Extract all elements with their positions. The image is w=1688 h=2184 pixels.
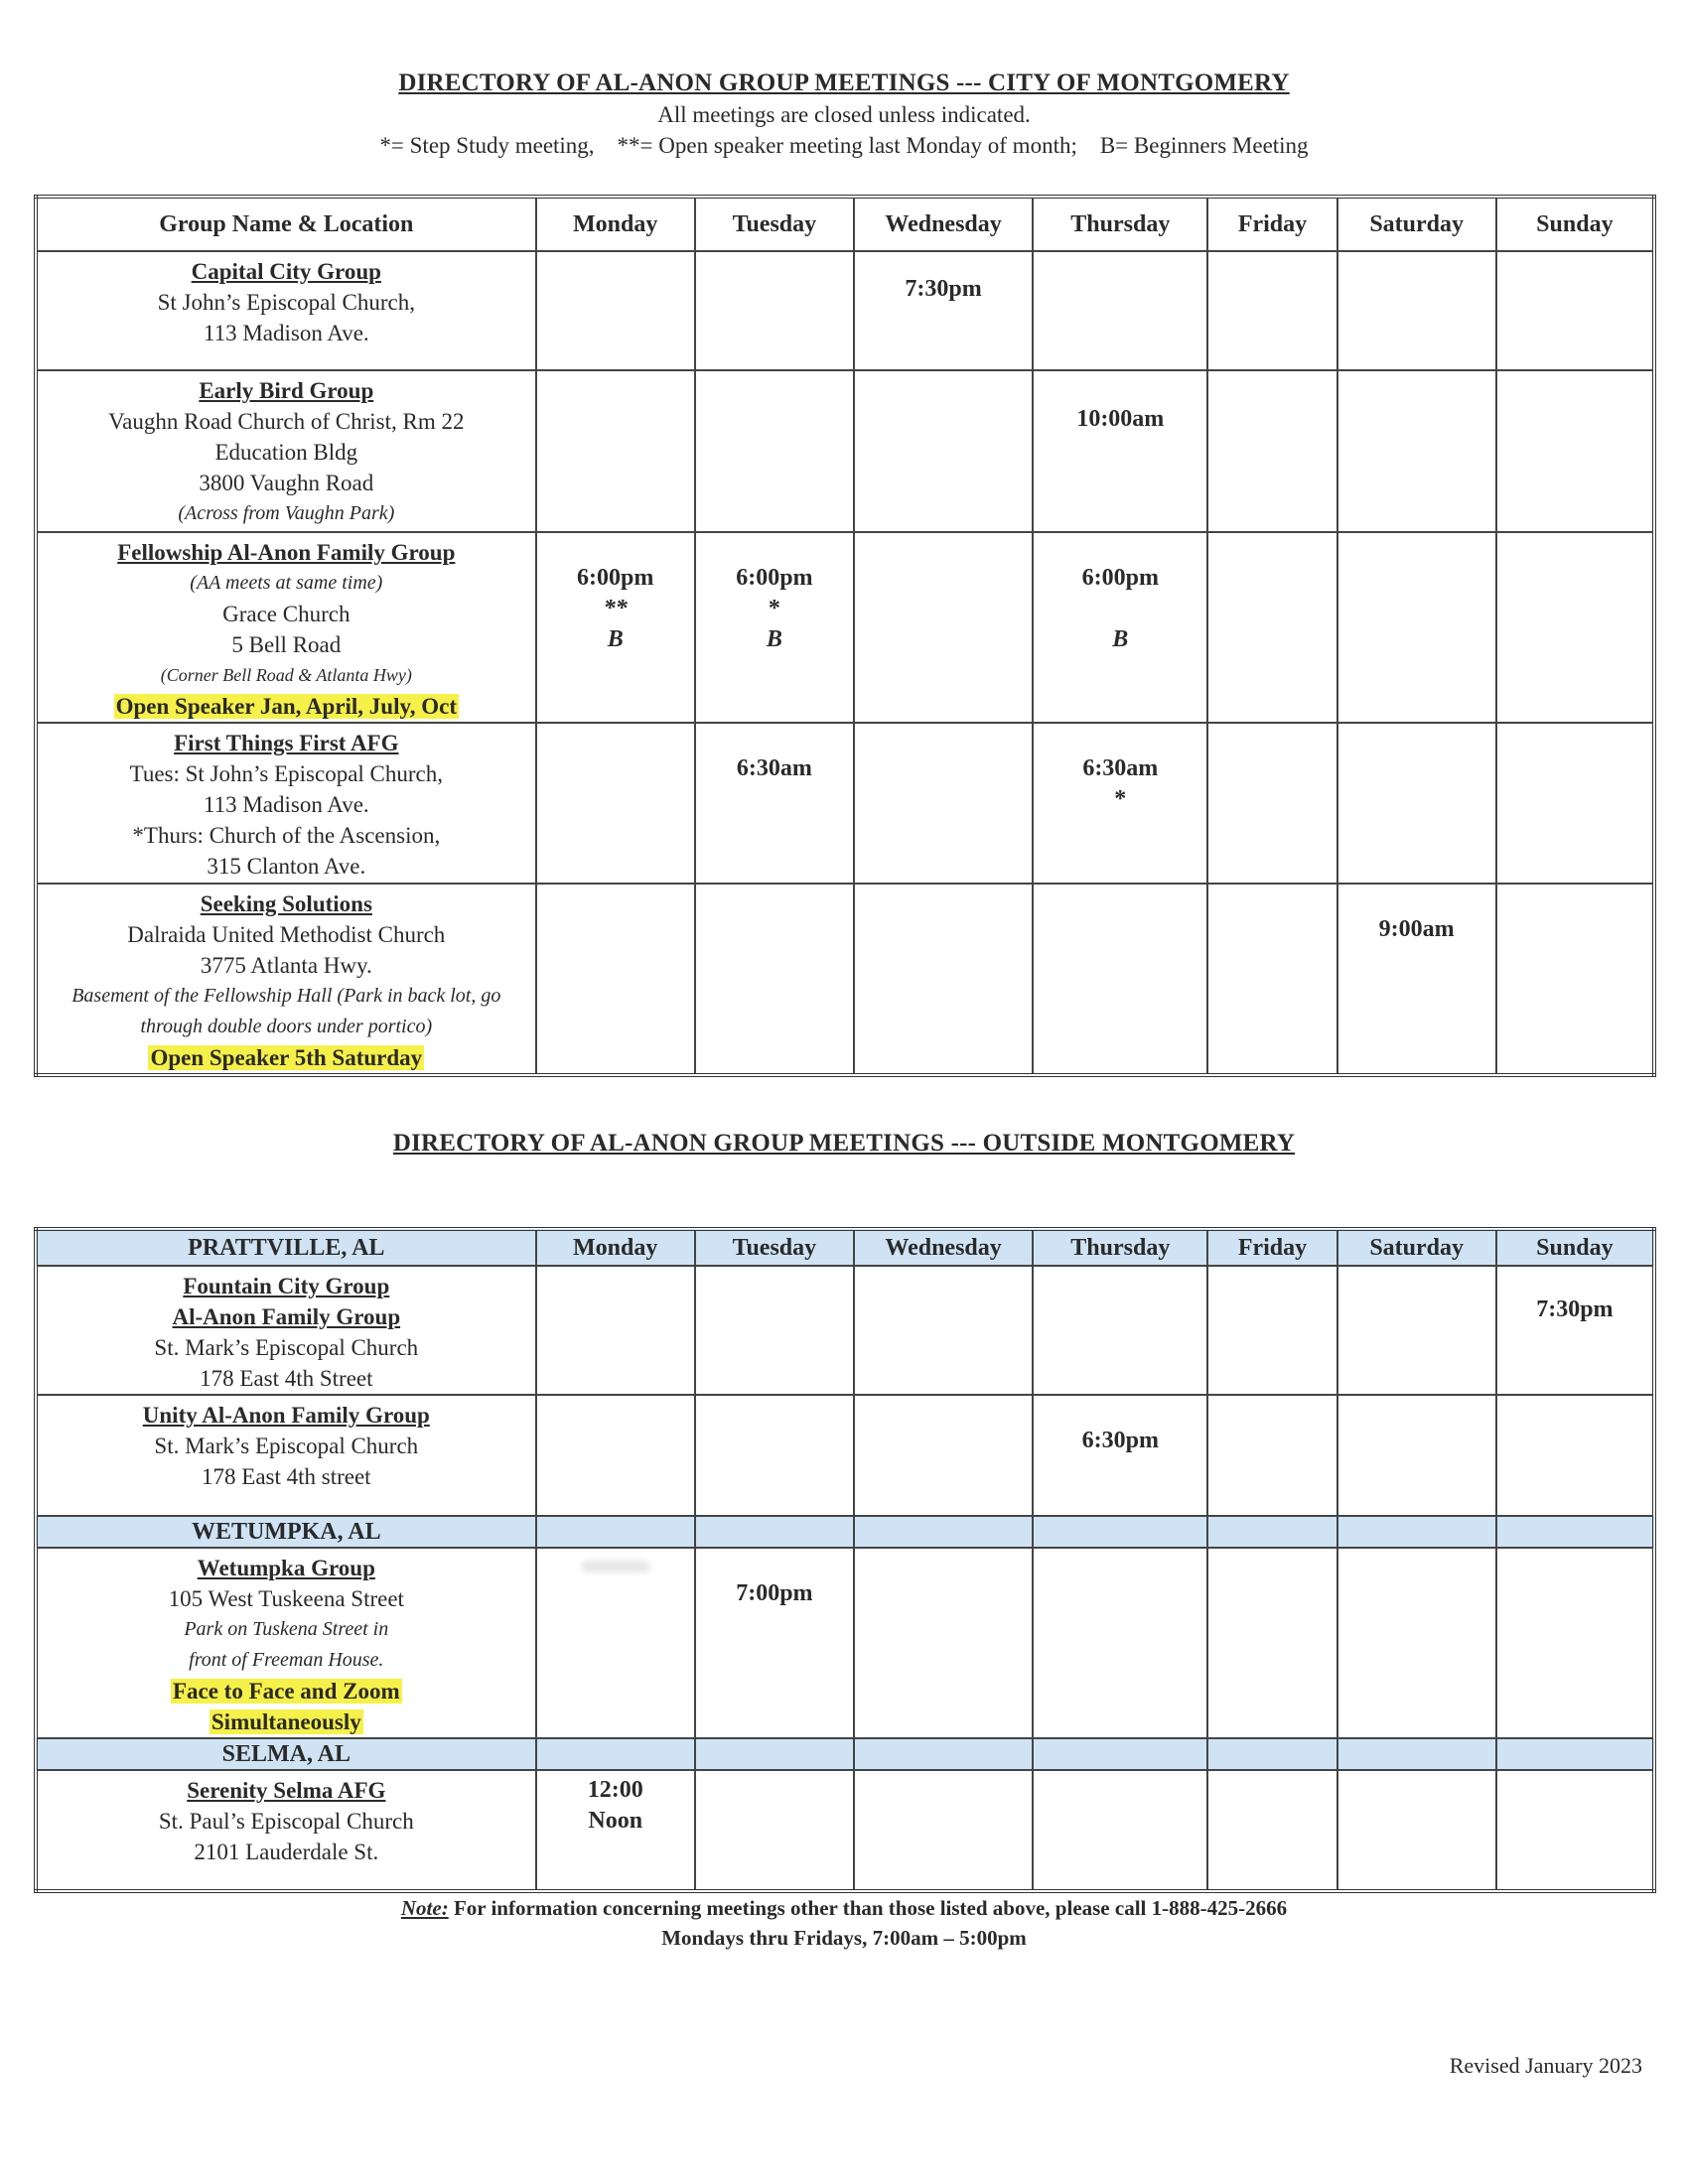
header-thursday: Thursday (1033, 1229, 1207, 1266)
blurred-cell (536, 1548, 695, 1738)
group-name: Early Bird Group (199, 378, 374, 403)
highlight-note: Simultaneously (211, 1709, 361, 1734)
group-location-cell (36, 1770, 536, 1891)
meeting-time: 12:00 (587, 1777, 643, 1803)
meeting-time: 7:30pm (854, 251, 1033, 370)
location-line: St. Mark’s Episcopal Church (154, 1433, 419, 1458)
revised-date: Revised January 2023 (1449, 2053, 1642, 2078)
highlight-note: Open Speaker Jan, April, July, Oct (115, 694, 457, 719)
group-name: First Things First AFG (174, 731, 399, 755)
group-location-cell (36, 532, 536, 723)
group-name: Fellowship Al-Anon Family Group (117, 540, 456, 565)
meeting-symbol: B (766, 626, 782, 652)
location-line: 315 Clanton Ave. (207, 854, 366, 879)
location-line: 5 Bell Road (231, 632, 342, 657)
table-header-row (36, 197, 1654, 251)
outside-montgomery-table (34, 1227, 1656, 1893)
header-wednesday: Wednesday (854, 197, 1033, 251)
header-sunday: Sunday (1496, 1229, 1654, 1266)
table-header-row (36, 1229, 1654, 1266)
meeting-symbol: B (607, 626, 624, 652)
meeting-symbol: ** (603, 596, 628, 621)
location-line: 113 Madison Ave. (203, 321, 369, 345)
meeting-time-cell (1033, 532, 1207, 723)
table-row (36, 884, 1654, 1075)
footer-hours: Mondays thru Fridays, 7:00am – 5:00pm (661, 1926, 1027, 1950)
header-tuesday: Tuesday (695, 1229, 854, 1266)
group-name: Capital City Group (191, 259, 381, 284)
section1-title: DIRECTORY OF AL-ANON GROUP MEETINGS --- CITY OF MONTGOMERY (398, 69, 1290, 96)
table-row (36, 370, 1654, 532)
header-friday: Friday (1207, 197, 1336, 251)
location-line: Dalraida United Methodist Church (127, 922, 446, 947)
location-line: 178 East 4th Street (200, 1366, 373, 1391)
location-note: (Corner Bell Road & Atlanta Hwy) (160, 665, 412, 685)
meeting-time: 6:00pm (1081, 565, 1159, 591)
header-sunday: Sunday (1496, 197, 1654, 251)
location-line: *Thurs: Church of the Ascension, (132, 823, 441, 848)
table-row (36, 1395, 1654, 1516)
footer-note (0, 1896, 1688, 1921)
header-monday: Monday (536, 197, 695, 251)
section2-title: DIRECTORY OF AL-ANON GROUP MEETINGS --- OUTSIDE MONTGOMERY (392, 1130, 1296, 1157)
region-prattville: PRATTVILLE, AL (36, 1229, 536, 1266)
group-location-cell (36, 1266, 536, 1395)
section1-subtitle: All meetings are closed unless indicated. (657, 102, 1031, 127)
location-line: Grace Church (222, 602, 351, 626)
region-row (36, 1738, 1654, 1770)
highlight-note: Open Speaker 5th Saturday (150, 1045, 423, 1070)
meeting-symbol: * (768, 596, 780, 621)
table-row (36, 1770, 1654, 1891)
region-selma: SELMA, AL (36, 1738, 536, 1770)
meeting-time: 9:00am (1337, 884, 1496, 1075)
group-name: Serenity Selma AFG (187, 1778, 386, 1803)
group-location-cell (36, 884, 536, 1075)
meeting-time: 6:30am (695, 723, 854, 884)
location-note: (AA meets at same time) (190, 572, 383, 594)
header-saturday: Saturday (1337, 197, 1496, 251)
location-line: Tues: St John’s Episcopal Church, (129, 761, 444, 786)
table-row (36, 1548, 1654, 1738)
group-name: Al-Anon Family Group (172, 1304, 401, 1329)
group-name: Unity Al-Anon Family Group (142, 1403, 430, 1428)
meeting-time-cell (1033, 723, 1207, 884)
table-row (36, 532, 1654, 723)
group-name: Wetumpka Group (197, 1556, 375, 1580)
location-line: 178 East 4th street (202, 1464, 371, 1489)
meeting-symbol: * (1114, 786, 1127, 812)
group-location-cell (36, 723, 536, 884)
location-line: 3775 Atlanta Hwy. (200, 953, 372, 978)
header-tuesday: Tuesday (695, 197, 854, 251)
location-note: (Across from Vaughn Park) (178, 502, 395, 524)
table-row (36, 251, 1654, 370)
meeting-time-cell (536, 532, 695, 723)
location-line: 3800 Vaughn Road (199, 471, 374, 495)
header-saturday: Saturday (1337, 1229, 1496, 1266)
location-line: Vaughn Road Church of Christ, Rm 22 (108, 409, 465, 434)
location-line: 105 West Tuskeena Street (168, 1586, 404, 1611)
meeting-time: 6:00pm (736, 565, 813, 591)
group-location-cell (36, 1395, 536, 1516)
table-row (36, 723, 1654, 884)
location-note: front of Freeman House. (189, 1649, 384, 1671)
meeting-time: 6:30pm (1033, 1395, 1207, 1516)
montgomery-meetings-table (34, 195, 1656, 1077)
group-location-cell (36, 1548, 536, 1738)
group-name: Seeking Solutions (200, 891, 372, 916)
header-wednesday: Wednesday (854, 1229, 1033, 1266)
location-line: St John’s Episcopal Church, (157, 290, 415, 315)
section1-legend: *= Step Study meeting, **= Open speaker meeting last Monday of month; B= Beginners Meeting (379, 133, 1309, 158)
header-monday: Monday (536, 1229, 695, 1266)
meeting-time: 10:00am (1033, 370, 1207, 532)
meeting-time: 6:30am (1082, 755, 1159, 781)
meeting-time-cell (536, 1770, 695, 1891)
note-label: Note: (400, 1896, 449, 1920)
meeting-time-cell (695, 532, 854, 723)
meeting-time: 6:00pm (577, 565, 654, 591)
meeting-time: 7:00pm (695, 1548, 854, 1738)
location-line: Education Bldg (214, 440, 358, 465)
location-line: St. Mark’s Episcopal Church (154, 1335, 419, 1360)
location-line: 2101 Lauderdale St. (194, 1840, 379, 1864)
group-location-cell (36, 370, 536, 532)
group-name: Fountain City Group (183, 1274, 390, 1298)
region-wetumpka: WETUMPKA, AL (36, 1516, 536, 1548)
header-group-name: Group Name & Location (36, 197, 536, 251)
location-line: 113 Madison Ave. (203, 792, 369, 817)
highlight-note: Face to Face and Zoom (172, 1679, 400, 1704)
meeting-symbol: B (1112, 626, 1129, 652)
meeting-time: 7:30pm (1496, 1266, 1654, 1395)
region-row (36, 1516, 1654, 1548)
location-note: Basement of the Fellowship Hall (Park in back lot, go through double doors under portico) (71, 985, 501, 1037)
location-note: Park on Tuskena Street in (184, 1618, 389, 1640)
note-text: For information concerning meetings other than those listed above, please call 1-888-425-2666 (448, 1896, 1288, 1920)
meeting-time: Noon (588, 1808, 643, 1834)
header-friday: Friday (1207, 1229, 1336, 1266)
group-location-cell (36, 251, 536, 370)
location-line: St. Paul’s Episcopal Church (158, 1809, 414, 1834)
table-row (36, 1266, 1654, 1395)
header-thursday: Thursday (1033, 197, 1207, 251)
